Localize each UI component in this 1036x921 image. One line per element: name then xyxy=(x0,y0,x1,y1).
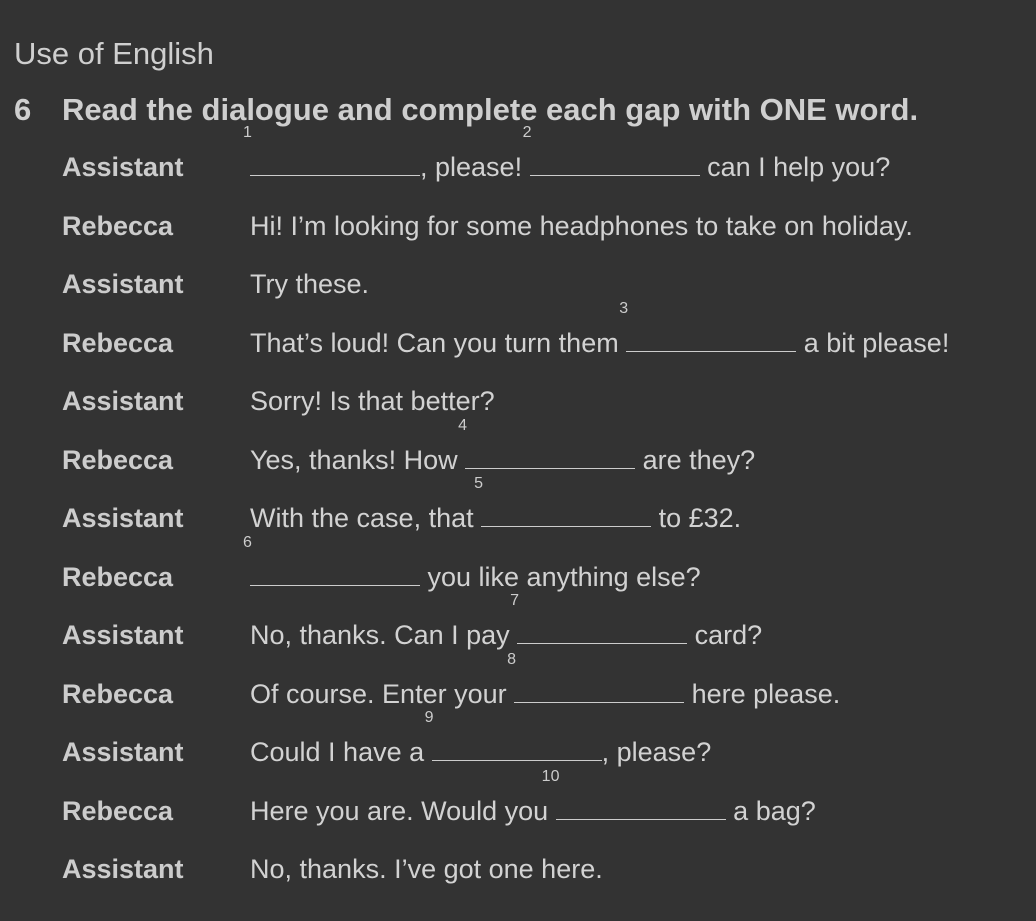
line-text: Of course. Enter your xyxy=(250,679,515,709)
speaker-name: Rebecca xyxy=(62,796,174,826)
line-text: With the case, that xyxy=(250,503,482,533)
gap-blank[interactable] xyxy=(556,819,726,820)
gap[interactable] xyxy=(541,768,726,831)
gap-blank[interactable] xyxy=(530,175,700,176)
gap[interactable] xyxy=(243,124,420,187)
line-text: a bag? xyxy=(725,796,816,826)
speaker-name: Assistant xyxy=(62,269,184,299)
line-text: No, thanks. Can I pay xyxy=(250,620,518,650)
dialogue-line xyxy=(250,475,742,538)
gap-blank[interactable] xyxy=(432,760,602,761)
speaker-name: Assistant xyxy=(62,152,184,182)
line-text: can I help you? xyxy=(699,152,891,182)
gap-number: 10 xyxy=(541,768,560,785)
task-instruction: Read the dialogue and complete each gap with ONE word. xyxy=(62,92,919,127)
gap-number: 2 xyxy=(522,124,532,141)
speaker-name: Rebecca xyxy=(62,328,174,358)
line-text: , please! xyxy=(420,152,530,182)
gap[interactable] xyxy=(619,300,796,363)
gap[interactable] xyxy=(458,417,635,480)
gap[interactable] xyxy=(243,534,420,597)
gap[interactable] xyxy=(522,124,700,187)
speaker-name: Assistant xyxy=(62,620,184,650)
gap[interactable] xyxy=(507,651,684,714)
gap-blank[interactable] xyxy=(626,351,796,352)
speaker-name: Rebecca xyxy=(62,445,174,475)
gap-number: 6 xyxy=(243,534,252,551)
speaker-name: Assistant xyxy=(62,737,184,767)
dialogue-line: No, thanks. I’ve got one here. xyxy=(250,854,603,884)
section-title: Use of English xyxy=(14,36,214,71)
speaker-name: Assistant xyxy=(62,503,184,533)
gap-number: 1 xyxy=(243,124,252,141)
gap-blank[interactable] xyxy=(465,468,635,469)
line-text: card? xyxy=(687,620,763,650)
speaker-name: Assistant xyxy=(62,386,184,416)
dialogue-line xyxy=(250,592,763,655)
line-text: , please? xyxy=(601,737,712,767)
line-text: here please. xyxy=(684,679,841,709)
gap[interactable] xyxy=(474,475,651,538)
line-text: That’s loud! Can you turn them xyxy=(250,328,627,358)
gap-blank[interactable] xyxy=(250,585,420,586)
task-number: 6 xyxy=(14,92,32,127)
line-text: you like anything else? xyxy=(420,562,701,592)
line-text: Here you are. Would you xyxy=(250,796,556,826)
line-text: are they? xyxy=(635,445,756,475)
line-text: Could I have a xyxy=(250,737,432,767)
dialogue-line: Sorry! Is that better? xyxy=(250,386,495,416)
gap[interactable] xyxy=(510,592,687,655)
dialogue-line xyxy=(243,534,701,597)
dialogue-line: Hi! I’m looking for some headphones to take on holiday. xyxy=(250,211,913,241)
dialogue-line xyxy=(250,709,712,772)
line-text: Yes, thanks! How xyxy=(250,445,466,475)
dialogue-line: Try these. xyxy=(250,269,370,299)
gap-number: 4 xyxy=(458,417,468,434)
gap-number: 7 xyxy=(510,592,520,609)
gap-number: 9 xyxy=(424,709,434,726)
gap-number: 5 xyxy=(474,475,484,492)
speaker-name: Assistant xyxy=(62,854,184,884)
dialogue-line xyxy=(250,417,756,480)
dialogue-line xyxy=(250,651,841,714)
dialogue-line xyxy=(243,124,891,187)
dialogue-line xyxy=(250,768,816,831)
speaker-name: Rebecca xyxy=(62,211,174,241)
gap-blank[interactable] xyxy=(481,526,651,527)
dialogue-line xyxy=(250,300,950,363)
task-heading xyxy=(14,92,918,128)
gap-blank[interactable] xyxy=(514,702,684,703)
line-text: a bit please! xyxy=(796,328,950,358)
gap-blank[interactable] xyxy=(250,175,420,176)
gap-number: 8 xyxy=(507,651,517,668)
speaker-name: Rebecca xyxy=(62,562,174,592)
speaker-name: Rebecca xyxy=(62,679,174,709)
line-text: to £32. xyxy=(651,503,742,533)
gap[interactable] xyxy=(424,709,602,772)
gap-number: 3 xyxy=(619,300,629,317)
gap-blank[interactable] xyxy=(517,643,687,644)
